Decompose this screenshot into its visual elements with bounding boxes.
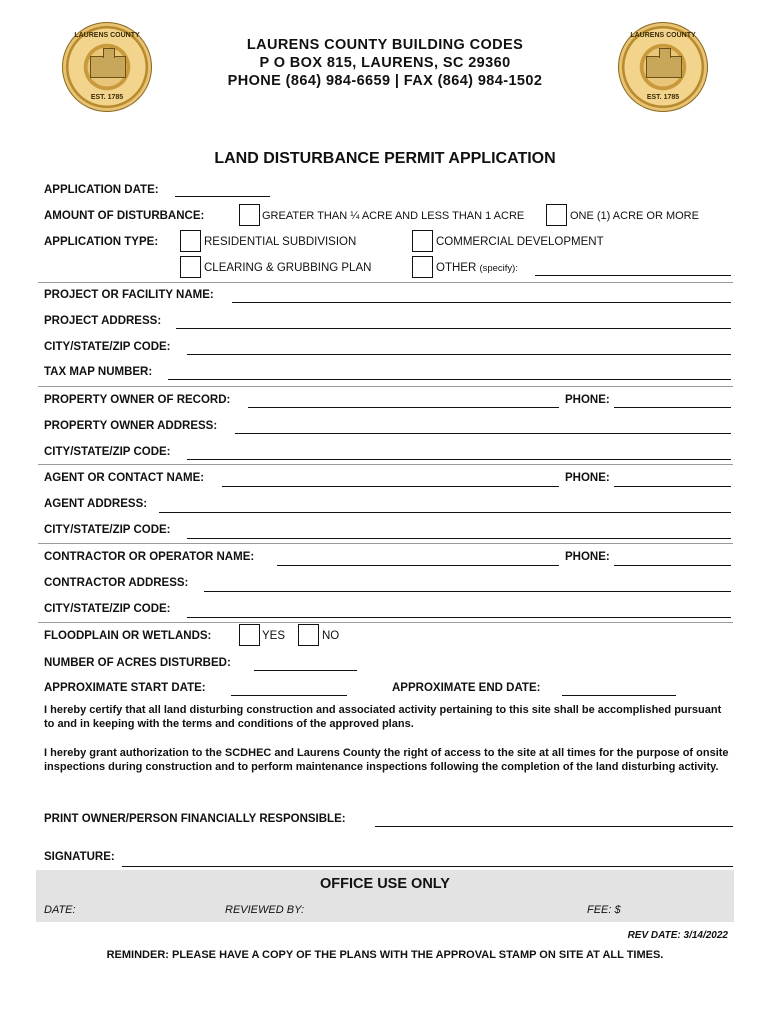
owner-city-state-zip-field[interactable] (187, 459, 731, 460)
floodplain-yes-checkbox[interactable] (239, 624, 260, 646)
header-office-name: LAURENS COUNTY BUILDING CODES (246, 37, 524, 53)
property-owner-phone-label: PHONE: (565, 394, 610, 406)
print-owner-field[interactable] (375, 826, 733, 827)
signature-label: SIGNATURE: (44, 851, 115, 863)
print-owner-label: PRINT OWNER/PERSON FINANCIALLY RESPONSIBLE: (44, 813, 346, 825)
reminder-note: REMINDER: PLEASE HAVE A COPY OF THE PLANS WITH THE APPROVAL STAMP ON SITE AT ALL TIMES. (106, 949, 664, 961)
office-fee-label: FEE: $ (587, 904, 621, 916)
other-specify-text: (specify): (479, 263, 518, 274)
project-address-field[interactable] (176, 328, 731, 329)
application-date-label: APPLICATION DATE: (44, 184, 159, 196)
signature-field[interactable] (122, 866, 733, 867)
project-address-label: PROJECT ADDRESS: (44, 315, 162, 327)
office-use-title: OFFICE USE ONLY (320, 876, 450, 892)
section-divider (38, 464, 733, 465)
other-label-text: OTHER (436, 262, 477, 274)
office-date-label: DATE: (44, 904, 76, 916)
other-type-label (436, 262, 518, 274)
other-specify-field[interactable] (535, 275, 731, 276)
contractor-city-state-zip-field[interactable] (187, 617, 731, 618)
amount-of-disturbance-label: AMOUNT OF DISTURBANCE: (44, 210, 205, 222)
office-use-section (36, 870, 734, 922)
property-owner-phone-field[interactable] (614, 407, 731, 408)
section-divider (38, 543, 733, 544)
start-date-field[interactable] (231, 695, 347, 696)
floodplain-no-label: NO (322, 630, 340, 642)
property-owner-field[interactable] (248, 407, 559, 408)
project-city-state-zip-label: CITY/STATE/ZIP CODE: (44, 341, 171, 353)
greater-quarter-acre-label: GREATER THAN ¼ ACRE AND LESS THAN 1 ACRE (262, 210, 525, 222)
clearing-grubbing-label: CLEARING & GRUBBING PLAN (204, 262, 372, 274)
end-date-field[interactable] (562, 695, 676, 696)
property-owner-address-field[interactable] (235, 433, 731, 434)
commercial-development-checkbox[interactable] (412, 230, 433, 252)
application-type-label: APPLICATION TYPE: (44, 236, 159, 248)
agent-address-label: AGENT ADDRESS: (44, 498, 148, 510)
office-reviewed-by-label: REVIEWED BY: (225, 904, 305, 916)
other-type-checkbox[interactable] (412, 256, 433, 278)
acres-disturbed-label: NUMBER OF ACRES DISTURBED: (44, 657, 231, 669)
section-divider (38, 282, 733, 283)
agent-city-state-zip-label: CITY/STATE/ZIP CODE: (44, 524, 171, 536)
contractor-address-label: CONTRACTOR ADDRESS: (44, 577, 189, 589)
project-name-label: PROJECT OR FACILITY NAME: (44, 289, 214, 301)
section-divider (38, 622, 733, 623)
floodplain-yes-label: YES (262, 630, 286, 642)
property-owner-address-label: PROPERTY OWNER ADDRESS: (44, 420, 218, 432)
contractor-city-state-zip-label: CITY/STATE/ZIP CODE: (44, 603, 171, 615)
section-divider (38, 386, 733, 387)
tax-map-field[interactable] (168, 379, 731, 380)
greater-quarter-acre-checkbox[interactable] (239, 204, 260, 226)
start-date-label: APPROXIMATE START DATE: (44, 682, 206, 694)
end-date-label: APPROXIMATE END DATE: (392, 682, 541, 694)
contractor-name-field[interactable] (277, 565, 559, 566)
header-address: P O BOX 815, LAURENS, SC 29360 (259, 55, 511, 71)
project-name-field[interactable] (232, 302, 731, 303)
agent-name-field[interactable] (222, 486, 559, 487)
seal-bottom-text: EST. 1785 (90, 94, 124, 101)
property-owner-label: PROPERTY OWNER OF RECORD: (44, 394, 231, 406)
seal-bottom-text: EST. 1785 (646, 94, 680, 101)
contractor-phone-field[interactable] (614, 565, 731, 566)
agent-city-state-zip-field[interactable] (187, 538, 731, 539)
tax-map-label: TAX MAP NUMBER: (44, 366, 153, 378)
acres-disturbed-field[interactable] (254, 670, 357, 671)
one-acre-or-more-checkbox[interactable] (546, 204, 567, 226)
contractor-name-label: CONTRACTOR OR OPERATOR NAME: (44, 551, 255, 563)
agent-address-field[interactable] (159, 512, 731, 513)
one-acre-or-more-label: ONE (1) ACRE OR MORE (570, 210, 699, 222)
project-city-state-zip-field[interactable] (187, 354, 731, 355)
authorization-statement: I hereby grant authorization to the SCDHEC and Laurens County the right of access to the site at all times for the purpose of onsite inspections during construction and to perform maintenance inspections following the completion of the land disturbing activity. (44, 747, 729, 773)
agent-phone-label: PHONE: (565, 472, 610, 484)
application-date-field[interactable] (175, 196, 270, 197)
contractor-phone-label: PHONE: (565, 551, 610, 563)
header-phone-fax: PHONE (864) 984-6659 | FAX (864) 984-1502 (227, 73, 543, 89)
agent-phone-field[interactable] (614, 486, 731, 487)
seal-top-text: LAURENS COUNTY (74, 32, 140, 39)
contractor-address-field[interactable] (204, 591, 731, 592)
certification-statement: I hereby certify that all land disturbing construction and associated activity pertaining to this site shall be accomplished pursuant to and in keeping with the terms and conditions of the approved plans. (44, 704, 722, 730)
owner-city-state-zip-label: CITY/STATE/ZIP CODE: (44, 446, 171, 458)
residential-subdivision-checkbox[interactable] (180, 230, 201, 252)
revision-date: REV DATE: 3/14/2022 (627, 930, 728, 941)
form-title: LAND DISTURBANCE PERMIT APPLICATION (214, 150, 556, 167)
floodplain-no-checkbox[interactable] (298, 624, 319, 646)
commercial-development-label: COMMERCIAL DEVELOPMENT (436, 236, 604, 248)
seal-top-text: LAURENS COUNTY (630, 32, 696, 39)
residential-subdivision-label: RESIDENTIAL SUBDIVISION (204, 236, 357, 248)
agent-name-label: AGENT OR CONTACT NAME: (44, 472, 205, 484)
floodplain-label: FLOODPLAIN OR WETLANDS: (44, 630, 212, 642)
clearing-grubbing-checkbox[interactable] (180, 256, 201, 278)
